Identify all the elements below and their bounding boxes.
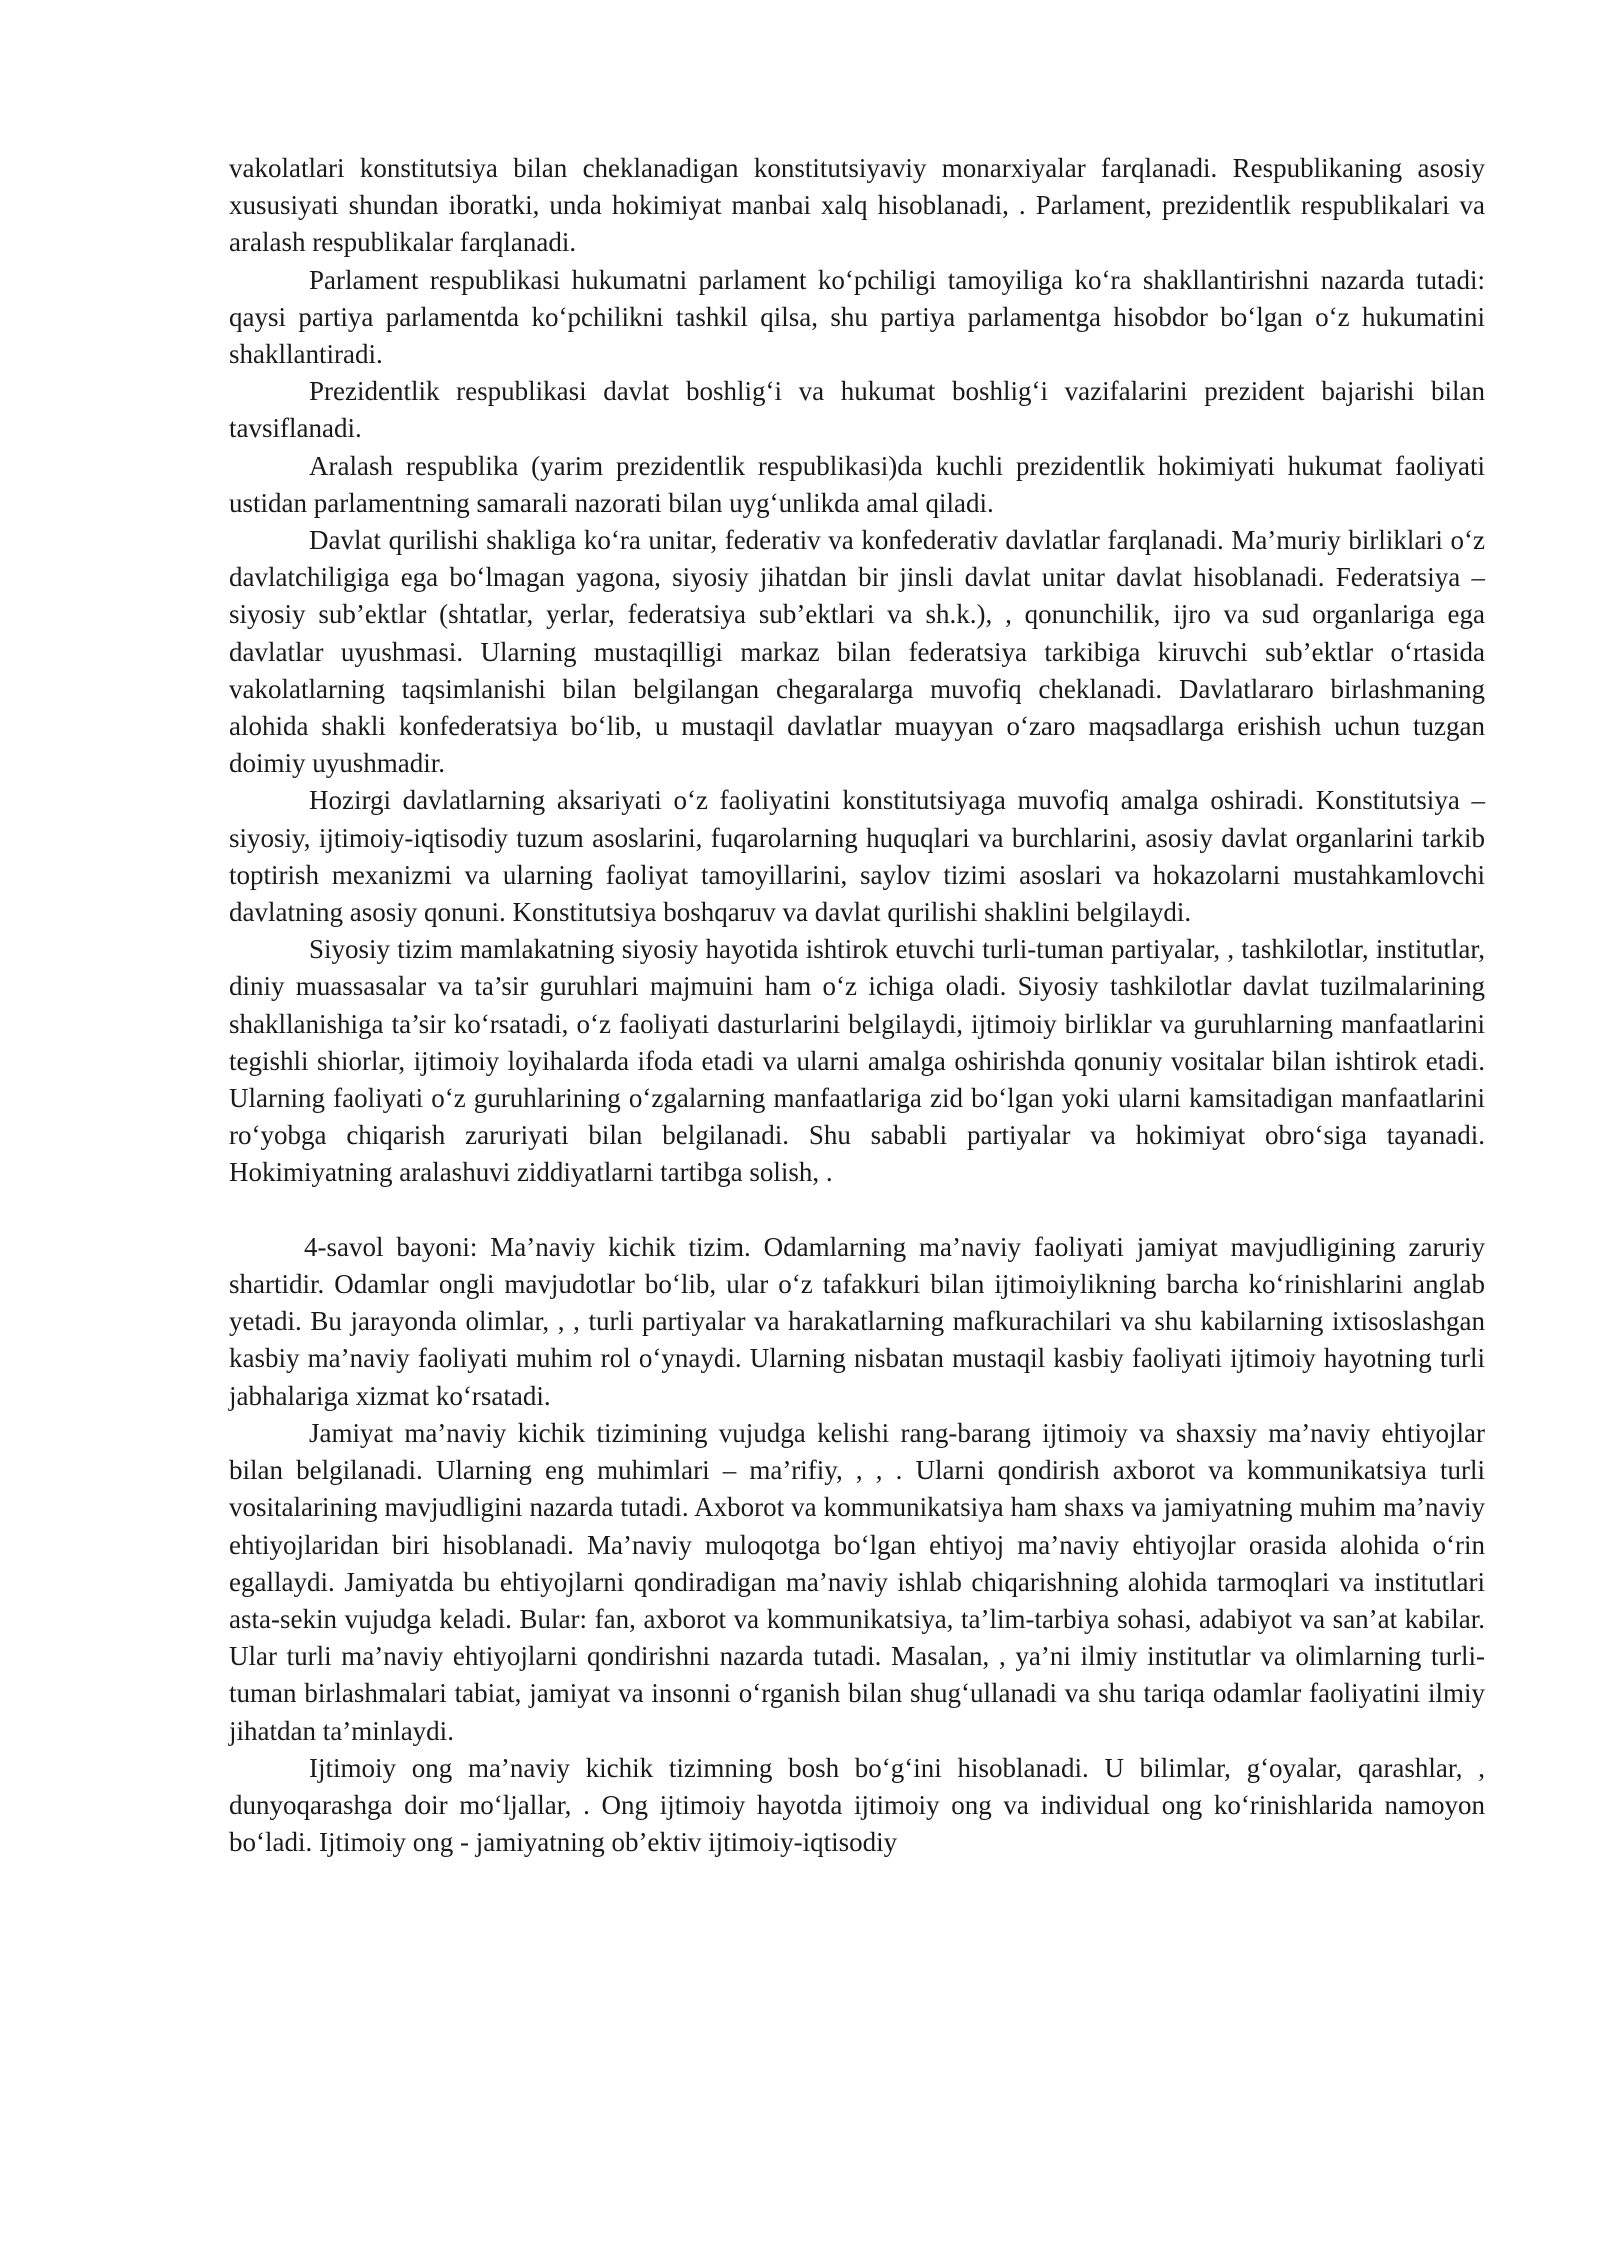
paragraph-state-structure: Davlat qurilishi shakliga ko‘ra unitar, federativ va konfederativ davlatlar farqlanadi. Ma’muriy birliklari o‘z davlatchiligiga ega bo‘lmagan yagona, siyosiy jihatdan bir jinsli davlat unitar davlat hisoblanadi. Federatsiya – siyosiy sub’ektlar (shtatlar, yerlar, federatsiya sub’ektlari va sh.k.), , qonunchilik, ijro va sud organlariga ega davlatlar uyushmasi. Ularning mustaqilligi markaz bilan federatsiya tarkibiga kiruvchi sub’ektlar o‘rtasida vakolatlarning taqsimlanishi bilan belgilangan chegaralarga muvofiq cheklanadi. Davlatlararo birlashmaning alohida shakli konfederatsiya bo‘lib, u mustaqil davlatlar muayyan o‘zaro maqsadlarga erishish uchun tuzgan doimiy uyushmadir. [229, 525, 1485, 779]
paragraph-social-consciousness: Ijtimoiy ong ma’naviy kichik tizimning bosh bo‘g‘ini hisoblanadi. U bilimlar, g‘oyalar, qarashlar, , dunyoqarashga doir mo‘ljallar, . Ong ijtimoiy hayotda ijtimoiy ong va individual ong ko‘rinishlarida namoyon bo‘ladi. Ijtimoiy ong - jamiyatning ob’ektiv ijtimoiy-iqtisodiy [229, 1752, 1485, 1858]
paragraph-mixed-republic: Aralash respublika (yarim prezidentlik respublikasi)da kuchli prezidentlik hokimiyati hukumat faoliyati ustidan parlamentning samarali nazorati bilan uyg‘unlikda amal qiladi. [229, 450, 1485, 518]
paragraph-question-4: 4-savol bayoni: Ma’naviy kichik tizim. Odamlarning ma’naviy faoliyati jamiyat mavjudligining zaruriy shartidir. Odamlar ongli mavjudotlar bo‘lib, ular o‘z tafakkuri bilan ijtimoiylikning barcha ko‘rinishlarini anglab yetadi. Bu jarayonda olimlar, , , turli partiyalar va harakatlarning mafkurachilari va shu kabilarning ixtisoslashgan kasbiy ma’naviy faoliyati muhim rol o‘ynaydi. Ularning nisbatan mustaqil kasbiy faoliyati ijtimoiy hayotning turli jabhalariga xizmat ko‘rsatadi. [229, 1231, 1485, 1411]
paragraph-political-system: Siyosiy tizim mamlakatning siyosiy hayotida ishtirok etuvchi turli-tuman partiyalar, , tashkilotlar, institutlar, diniy muassasalar va ta’sir guruhlari majmuini ham o‘z ichiga oladi. Siyosiy tashkilotlar davlat tuzilmalarining shakllanishiga ta’sir ko‘rsatadi, o‘z faoliyati dasturlarini belgilaydi, ijtimoiy birliklar va guruhlarning manfaatlarini tegishli shiorlar, ijtimoiy loyihalarda ifoda etadi va ularni amalga oshirishda qonuniy vositalar bilan ishtirok etadi. Ularning faoliyati o‘z guruhlarining o‘zgalarning manfaatlariga zid bo‘lgan yoki ularni kamsitadigan manfaatlarini ro‘yobga chiqarish zaruriyati bilan belgilanadi. Shu sababli partiyalar va hokimiyat obro‘siga tayanadi. Hokimiyatning aralashuvi ziddiyatlarni tartibga solish, . [229, 934, 1485, 1188]
paragraph-spiritual-needs: Jamiyat ma’naviy kichik tizimining vujudga kelishi rang-barang ijtimoiy va shaxsiy ma’naviy ehtiyojlar bilan belgilanadi. Ularning eng muhimlari – ma’rifiy, , , . Ularni qondirish axborot va kommunikatsiya turli vositalarining mavjudligini nazarda tutadi. Axborot va kommunikatsiya ham shaxs va jamiyatning muhim ma’naviy ehtiyojlaridan biri hisoblanadi. Ma’naviy muloqotga bo‘lgan ehtiyoj ma’naviy ehtiyojlar orasida alohida o‘rin egallaydi. Jamiyatda bu ehtiyojlarni qondiradigan ma’naviy ishlab chiqarishning alohida tarmoqlari va institutlari asta-sekin vujudga keladi. Bular: fan, axborot va kommunikatsiya, ta’lim-tarbiya sohasi, adabiyot va san’at kabilar. Ular turli ma’naviy ehtiyojlarni qondirishni nazarda tutadi. Masalan, , ya’ni ilmiy institutlar va olimlarning turli-tuman birlashmalari tabiat, jamiyat va insonni o‘rganish bilan shug‘ullanadi va shu tariqa odamlar faoliyatini ilmiy jihatdan ta’minlaydi. [229, 1417, 1485, 1746]
paragraph-constitution: Hozirgi davlatlarning aksariyati o‘z faoliyatini konstitutsiyaga muvofiq amalga oshiradi. Konstitutsiya – siyosiy, ijtimoiy-iqtisodiy tuzum asoslarini, fuqarolarning huquqlari va burchlarini, asosiy davlat organlarini tarkib toptirish mexanizmi va ularning faoliyat tamoyillarini, saylov tizimi asoslari va hokazolarni mustahkamlovchi davlatning asosiy qonuni. Konstitutsiya boshqaruv va davlat qurilishi shaklini belgilaydi. [229, 785, 1485, 928]
paragraph-parliamentary-republic: Parlament respublikasi hukumatni parlament ko‘pchiligi tamoyiliga ko‘ra shakllantirishni nazarda tutadi: qaysi partiya parlamentda ko‘pchilikni tashkil qilsa, shu partiya parlamentga hisobdor bo‘lgan o‘z hukumatini shakllantiradi. [229, 264, 1485, 370]
document-page [229, 150, 1485, 1861]
paragraph-presidential-republic: Prezidentlik respublikasi davlat boshlig‘i va hukumat boshlig‘i vazifalarini prezident bajarishi bilan tavsiflanadi. [229, 376, 1485, 444]
paragraph-monarchy-republic: vakolatlari konstitutsiya bilan cheklanadigan konstitutsiyaviy monarxiyalar farqlanadi. Respublikaning asosiy xususiyati shundan iboratki, unda hokimiyat manbai xalq hisoblanadi, . Parlament, prezidentlik respublikalari va aralash respublikalar farqlanadi. [229, 153, 1485, 258]
